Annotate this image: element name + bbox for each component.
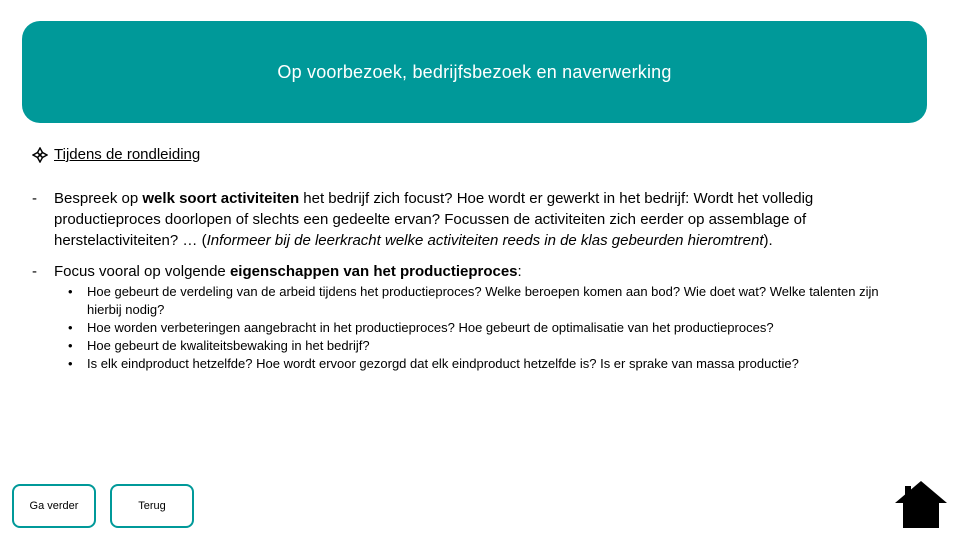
- list-item: [68, 355, 908, 373]
- section-heading: [32, 146, 200, 163]
- focus-text: [54, 261, 912, 282]
- bold-text: eigenschappen van het productieproces: [229, 263, 518, 280]
- ga-verder-label: Ga verder: [29, 500, 79, 512]
- bullet-dot: •: [68, 338, 73, 353]
- activities-text: [54, 188, 912, 251]
- diamond-bullet-icon: [32, 147, 48, 163]
- list-item: [68, 283, 908, 319]
- title-banner: [22, 21, 927, 123]
- home-icon[interactable]: [893, 478, 949, 530]
- italic-text: Informeer bij de leerkracht welke activiteiten reeds in de klas gebeurden hieromtrent: [206, 232, 764, 249]
- bullet-dot: •: [68, 284, 73, 299]
- list-item: [68, 319, 908, 337]
- text-run: Focus vooral op volgende: [54, 263, 230, 280]
- list-item: [68, 337, 908, 355]
- list-item-text: Hoe gebeurt de verdeling van de arbeid tijdens het productieproces? Welke beroepen komen aan bod? Wie doet wat? Welke talenten zijn hierbij nodig?: [87, 284, 879, 317]
- text-run: het bedrijf zich focust? Hoe wordt er gewerkt in het bedrijf: Wordt het volledig productieproces doorlopen of slechts een gedeelte ervan? Focussen de activiteiten zich eerder op assemblage of herstelactiviteiten? … (: [54, 190, 814, 249]
- bullet-dot: •: [68, 356, 73, 371]
- ga-verder-button[interactable]: [12, 484, 96, 528]
- section-heading-label: Tijdens de rondleiding: [54, 146, 201, 163]
- text-run: :: [517, 263, 522, 280]
- bold-text: welk soort activiteiten: [142, 190, 300, 207]
- page-title: Op voorbezoek, bedrijfsbezoek en naverwerking: [277, 61, 672, 82]
- terug-label: Terug: [138, 500, 166, 512]
- properties-list: [68, 283, 908, 373]
- text-run: Bespreek op: [54, 190, 143, 207]
- dash-marker: -: [32, 263, 37, 280]
- bullet-dot: •: [68, 320, 73, 335]
- dash-marker: -: [32, 190, 37, 207]
- text-run: ).: [763, 232, 773, 249]
- list-item-text: Hoe worden verbeteringen aangebracht in het productieproces? Hoe gebeurt de optimalisatie van het productieproces?: [87, 320, 774, 335]
- list-item-text: Is elk eindproduct hetzelfde? Hoe wordt ervoor gezorgd dat elk eindproduct hetzelfde is? Is er sprake van massa productie?: [87, 356, 799, 371]
- list-item-text: Hoe gebeurt de kwaliteitsbewaking in het bedrijf?: [87, 338, 370, 353]
- activities-paragraph: [32, 188, 912, 251]
- terug-button[interactable]: [110, 484, 194, 528]
- focus-paragraph: [32, 261, 912, 282]
